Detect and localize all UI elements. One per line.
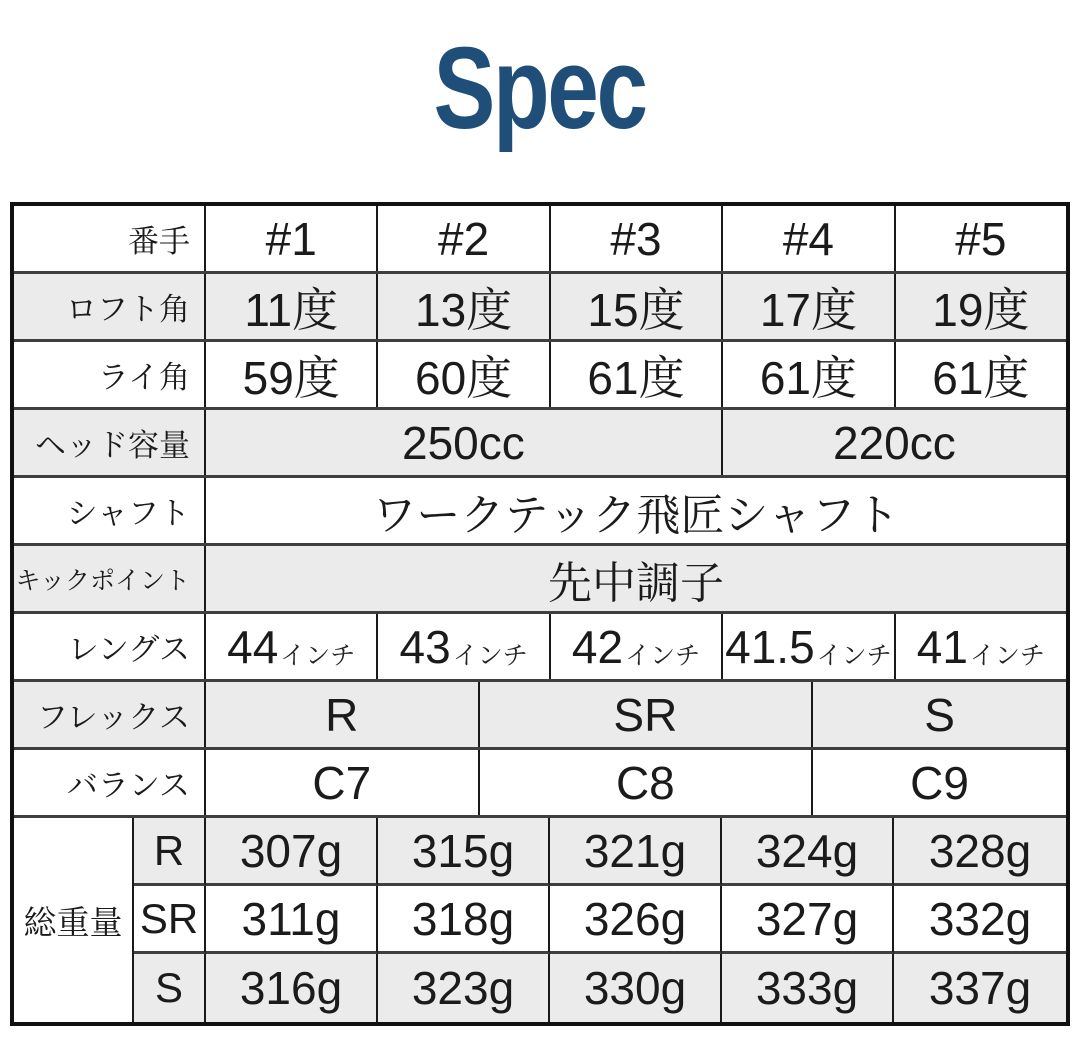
length-value: [378, 614, 550, 679]
weight-value: 321g: [550, 818, 722, 886]
page-title: Spec: [433, 23, 647, 153]
head-volume-row: [14, 410, 1066, 478]
head-volume-value: 250cc: [206, 410, 723, 475]
head-volume-row-label: ヘッド容量: [14, 410, 206, 475]
club-row: [14, 206, 1066, 274]
total-weight-section: [14, 818, 1066, 1022]
balance-value: C8: [480, 750, 814, 815]
weight-value: 333g: [722, 954, 894, 1022]
length-unit: インチ: [969, 641, 1045, 670]
club-number: #5: [955, 212, 1007, 265]
length-number: 41.5: [725, 620, 815, 673]
weight-value: 327g: [722, 886, 894, 954]
flex-value: SR: [480, 682, 814, 747]
weight-value: 324g: [722, 818, 894, 886]
length-unit: インチ: [625, 641, 701, 670]
flex-row: [14, 682, 1066, 750]
club-number: #3: [551, 206, 723, 271]
weight-value: 326g: [550, 886, 722, 954]
kick-point-value: 先中調子: [548, 558, 724, 608]
length-number: 44: [227, 620, 279, 673]
weight-value: 316g: [206, 954, 378, 1022]
club-number: #4: [723, 206, 895, 271]
length-row-label: レングス: [14, 614, 206, 679]
loft-row: [14, 274, 1066, 342]
club-row-label: 番手: [14, 206, 206, 271]
length-number: 43: [399, 620, 451, 673]
length-number: 42: [571, 620, 624, 673]
length-value: [896, 614, 1066, 679]
kick-point-row-label: キックポイント: [14, 546, 206, 611]
lie-value: 61度: [551, 342, 723, 407]
length-value: [551, 614, 723, 679]
total-weight-flex-s: S: [134, 954, 206, 1022]
flex-value: R: [206, 682, 480, 747]
loft-value: 17度: [723, 274, 895, 339]
length-row: [14, 614, 1066, 682]
total-weight-flex-sr: SR: [134, 886, 206, 954]
weight-value: 332g: [894, 886, 1066, 954]
balance-row: [14, 750, 1066, 818]
balance-row-label: バランス: [14, 750, 206, 815]
weight-value: 337g: [894, 954, 1066, 1022]
spec-table: [10, 202, 1070, 1026]
shaft-row: [14, 478, 1066, 546]
lie-value: 61度: [932, 351, 1030, 404]
kick-point-row: [14, 546, 1066, 614]
club-number: #1: [206, 206, 378, 271]
weight-value: 315g: [378, 818, 550, 886]
lie-value: 60度: [378, 342, 550, 407]
length-value: [723, 614, 895, 679]
loft-value: 13度: [378, 274, 550, 339]
length-unit: インチ: [452, 641, 528, 670]
total-weight-label: 総重量: [14, 818, 134, 1022]
flex-value: S: [924, 688, 955, 741]
weight-value: 318g: [378, 886, 550, 954]
lie-row: [14, 342, 1066, 410]
loft-value: 15度: [551, 274, 723, 339]
total-weight-flex-r: R: [134, 818, 206, 886]
loft-value: 19度: [932, 283, 1030, 336]
length-unit: インチ: [816, 641, 892, 670]
length-value: [206, 614, 378, 679]
weight-value: 328g: [894, 818, 1066, 886]
loft-value: 11度: [206, 274, 378, 339]
balance-value: C7: [206, 750, 480, 815]
shaft-value: ワークテック飛匠シャフト: [372, 490, 900, 540]
length-unit: インチ: [280, 641, 356, 670]
club-number: #2: [378, 206, 550, 271]
flex-row-label: フレックス: [14, 682, 206, 747]
lie-value: 61度: [723, 342, 895, 407]
lie-row-label: ライ角: [14, 342, 206, 407]
weight-value: 330g: [550, 954, 722, 1022]
weight-value: 323g: [378, 954, 550, 1022]
loft-row-label: ロフト角: [14, 274, 206, 339]
head-volume-value: 220cc: [833, 416, 956, 469]
weight-value: 311g: [206, 886, 378, 954]
length-number: 41: [916, 620, 968, 673]
weight-value: 307g: [206, 818, 378, 886]
shaft-row-label: シャフト: [14, 478, 206, 543]
lie-value: 59度: [206, 342, 378, 407]
balance-value: C9: [910, 756, 969, 809]
page-title-wrap: [0, 0, 1080, 153]
